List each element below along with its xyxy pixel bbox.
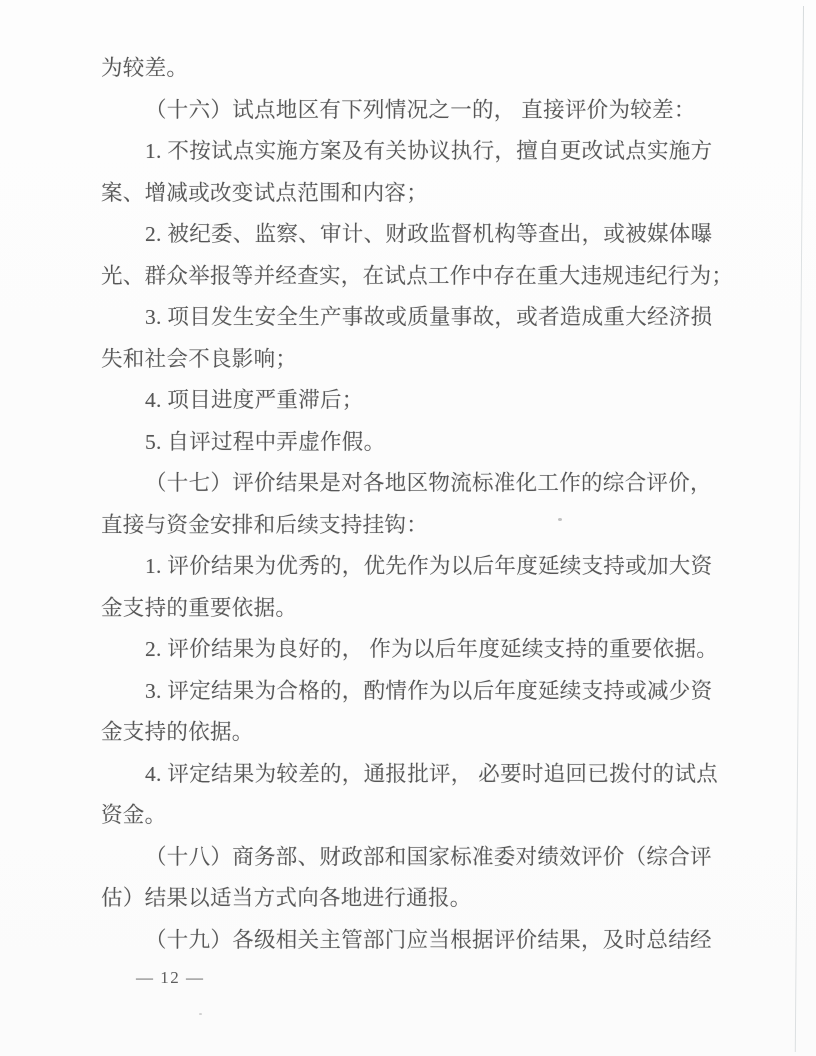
text-line: 资金。 xyxy=(101,803,167,827)
text-line: 5. 自评过程中弄虚作假。 xyxy=(145,429,386,454)
scan-artifact-speck xyxy=(199,1013,202,1015)
text-line: 1. 不按试点实施方案及有关协议执行，擅自更改试点实施方 xyxy=(145,139,713,163)
page-number: — 12 — xyxy=(136,968,205,987)
text-line: 1. 评价结果为优秀的，优先作为以后年度延续支持或加大资 xyxy=(145,554,713,578)
text-line: 3. 评定结果为合格的，酌情作为以后年度延续支持或减少资 xyxy=(145,678,713,703)
document-body-text xyxy=(101,48,765,961)
text-line: 4. 项目进度严重滞后； xyxy=(145,388,364,412)
text-line: 3. 项目发生安全生产事故或质量事故，或者造成重大经济损 xyxy=(145,305,713,329)
text-line: 直接与资金安排和后续支持挂钩： xyxy=(101,512,429,537)
text-line: （十六）试点地区有下列情况之一的， 直接评价为较差： xyxy=(145,97,696,122)
text-line: 失和社会不良影响； xyxy=(101,346,298,371)
text-line: （十九）各级相关主管部门应当根据评价结果，及时总结经 xyxy=(145,927,712,952)
scan-artifact-vertical-line xyxy=(795,6,804,1052)
text-line: 案、增减或改变试点范围和内容； xyxy=(101,180,429,205)
text-line: 2. 被纪委、监察、审计、财政监督机构等查出，或被媒体曝 xyxy=(145,222,713,246)
text-line: 估）结果以适当方式向各地进行通报。 xyxy=(101,886,472,910)
text-line: 金支持的重要依据。 xyxy=(101,595,298,620)
text-line: 金支持的依据。 xyxy=(101,720,254,744)
text-line: 4. 评定结果为较差的，通报批评， 必要时追回已拨付的试点 xyxy=(145,761,719,786)
scan-artifact-speck xyxy=(558,518,562,521)
text-line: （十八）商务部、财政部和国家标准委对绩效评价（综合评 xyxy=(145,844,712,869)
text-line: 为较差。 xyxy=(101,56,189,80)
text-line: 光、群众举报等并经查实，在试点工作中存在重大违规违纪行为； xyxy=(101,263,734,288)
text-line: 2. 评价结果为良好的， 作为以后年度延续支持的重要依据。 xyxy=(145,637,719,661)
text-line: （十七）评价结果是对各地区物流标准化工作的综合评价， xyxy=(145,471,712,495)
